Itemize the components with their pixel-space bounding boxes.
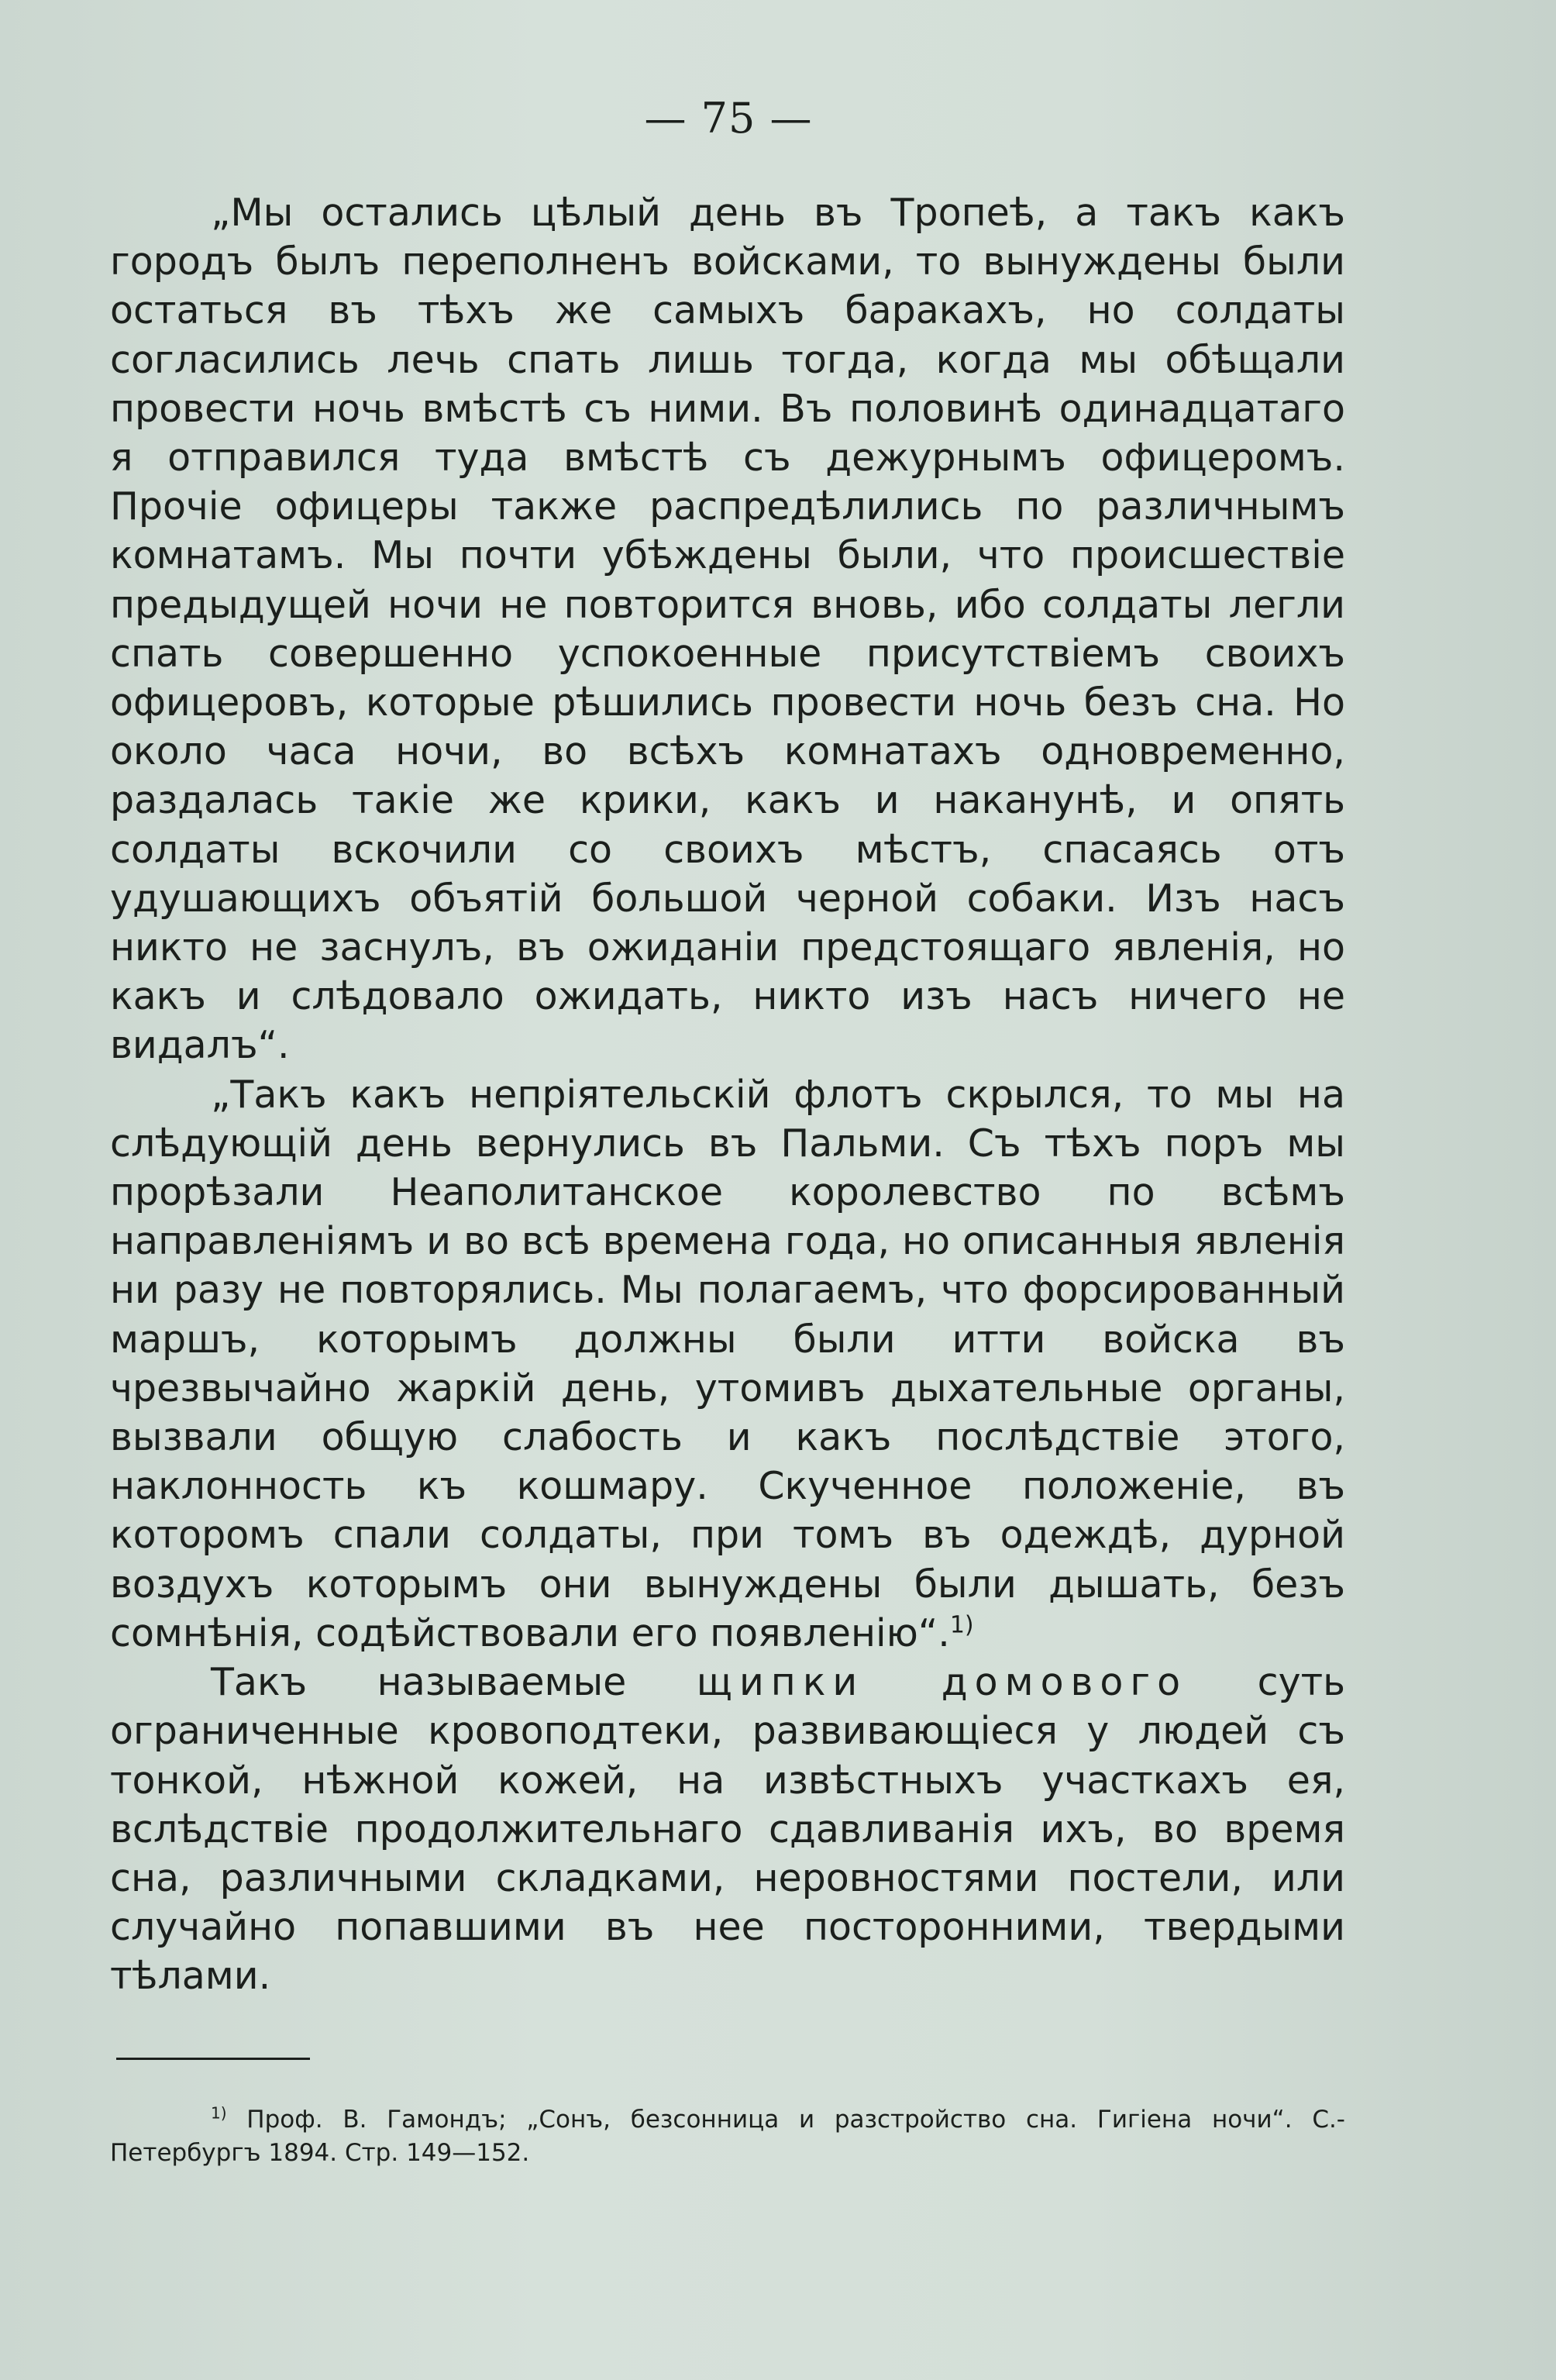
spaced-term: щипки домового <box>696 1660 1188 1705</box>
footnote-divider <box>116 2058 310 2060</box>
paragraph-3-start: Такъ называемые <box>211 1660 627 1705</box>
main-text <box>110 188 1345 2001</box>
paragraph-1: „Мы остались цѣлый день въ Тропеѣ, а такъ какъ городъ былъ переполненъ войсками, то вынуждены были остаться въ тѣхъ же самыхъ баракахъ, но солдаты согласились лечь спать лишь тогда, когда мы обѣщали провести ночь вмѣстѣ съ ними. Въ половинѣ одинадцатаго я отправился туда вмѣстѣ съ дежурнымъ офицеромъ. Прочіе офицеры также распредѣлились по различнымъ комнатамъ. Мы почти убѣждены были, что происшествіе предыдущей ночи не повторится вновь, ибо солдаты легли спать совершенно успокоенные присутствіемъ своихъ офицеровъ, которые рѣшились провести ночь безъ сна. Но около часа ночи, во всѣхъ комнатахъ одновременно, раздалась такіе же крики, какъ и наканунѣ, и опять солдаты вскочили со своихъ мѣстъ, спасаясь отъ удушающихъ объятій большой черной собаки. Изъ насъ никто не заснулъ, въ ожиданіи предстоящаго явленія, но какъ и слѣдовало ожидать, никто изъ насъ ничего не видалъ“. <box>110 191 1345 1068</box>
paragraph-3-end: суть ограниченные кровоподтеки, развивающіеся у людей съ тонкой, нѣжной кожей, на извѣстныхъ участкахъ ея, вслѣдствіе продолжительнаго сдавливанія ихъ, во время сна, различными складками, неровностями постели, или случайно попавшими въ нее посторонними, твердыми тѣлами. <box>110 1660 1345 1999</box>
paragraph-2-text: „Такъ какъ непріятельскій флотъ скрылся, то мы на слѣдующій день вернулись въ Пальми. Съ тѣхъ поръ мы прорѣзали Неаполитанское королевство по всѣмъ направленіямъ и во всѣ времена года, но описанныя явленія ни разу не повторялись. Мы полагаемъ, что форсированный маршъ, которымъ должны были итти войска въ чрезвычайно жаркій день, утомивъ дыхательные органы, вызвали общую слабость и какъ послѣдствіе этого, наклонность къ кошмару. Скученное положеніе, въ которомъ спали солдаты, при томъ въ одеждѣ, дурной воздухъ которымъ они вынуждены были дышать, безъ сомнѣнія, содѣйствовали его появленію“. <box>110 1072 1345 1655</box>
paragraph-2 <box>110 1070 1345 1658</box>
footnote <box>110 2103 1345 2170</box>
footnote-reference: 1) <box>949 1611 974 1639</box>
paragraph-3 <box>110 1658 1345 2000</box>
footnote-text: Проф. В. Гамондъ; „Сонъ, безсонница и разстройство сна. Гигіена ночи“. С.-Петербургъ 1894. Стр. 149—152. <box>110 2106 1345 2167</box>
page-number: — 75 — <box>644 94 813 143</box>
footnote-marker: 1) <box>211 2103 227 2123</box>
